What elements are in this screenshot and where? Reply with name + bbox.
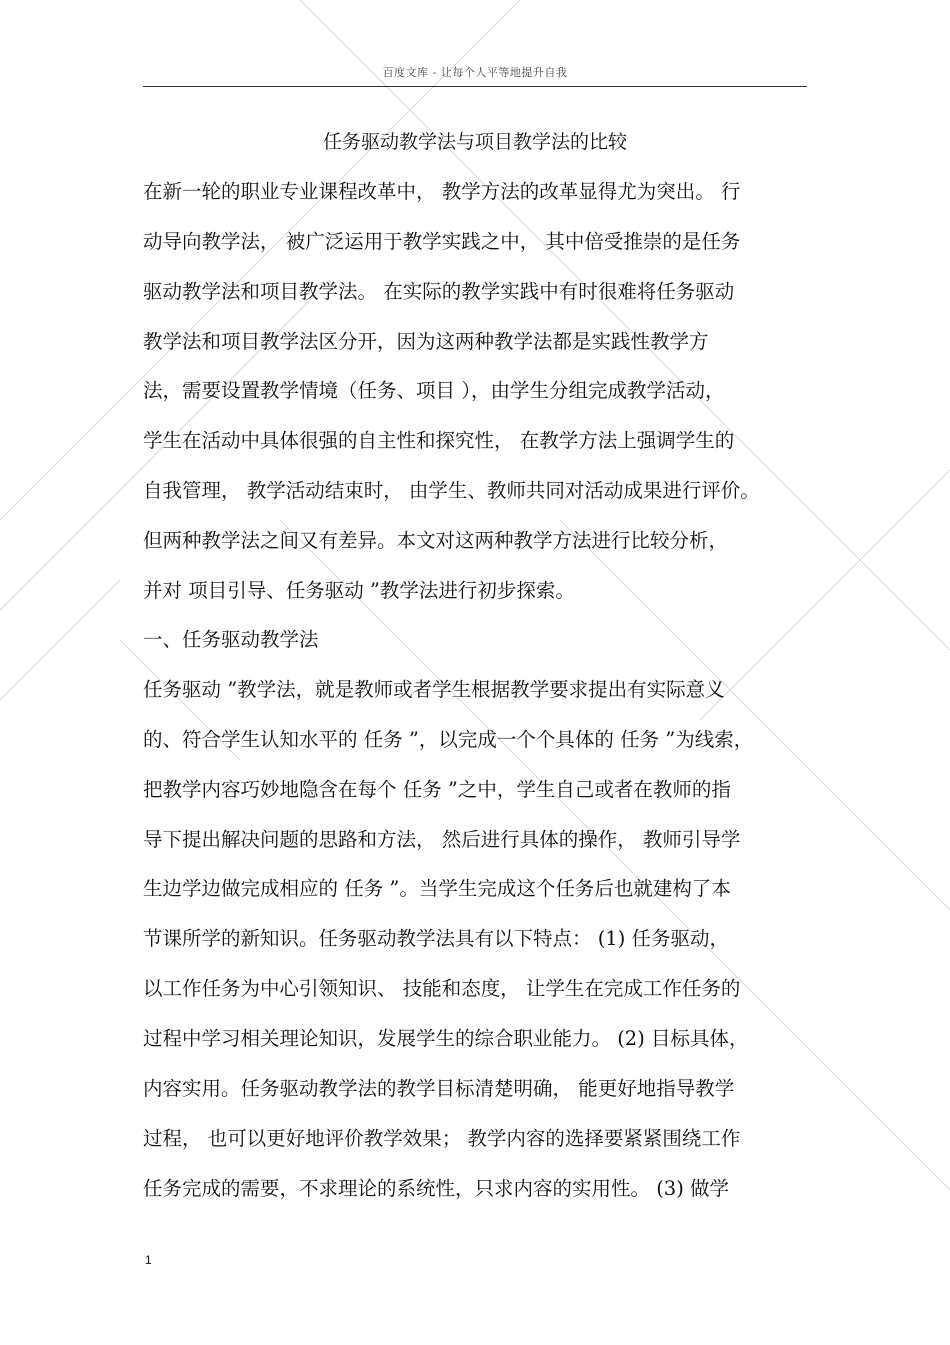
body-line: 生边学边做完成相应的 任务 ”。当学生完成这个任务后也就建构了本 (143, 877, 731, 900)
body-line: 学生在活动中具体很强的自主性和探究性， 在教学方法上强调学生的 (143, 429, 735, 452)
body-line: 并对 项目引导、任务驱动 ”教学法进行初步探索。 (143, 579, 575, 602)
document-title: 任务驱动教学法与项目教学法的比较 (322, 131, 627, 153)
section-heading: 一、任务驱动教学法 (143, 628, 319, 651)
body-line: 内容实用。任务驱动教学法的教学目标清楚明确， 能更好地指导教学 (143, 1077, 735, 1100)
body-line: 但两种教学法之间又有差异。本文对这两种教学方法进行比较分析， (143, 529, 729, 552)
body-line: 以工作任务为中心引领知识、 技能和态度， 让学生在完成工作任务的 (143, 977, 741, 1000)
body-line: 过程中学习相关理论知识，发展学生的综合职业能力。 (2) 目标具体， (143, 1027, 749, 1050)
body-line: 节课所学的新知识。任务驱动教学法具有以下特点： (1) 任务驱动， (143, 927, 730, 950)
header-divider (143, 86, 807, 87)
body-line: 动导向教学法， 被广泛运用于教学实践之中， 其中倍受推崇的是任务 (143, 230, 741, 253)
body-line: 法，需要设置教学情境（任务、项目 ），由学生分组完成教学活动， (143, 379, 725, 402)
body-line: 导下提出解决问题的思路和方法， 然后进行具体的操作， 教师引导学 (143, 828, 741, 851)
body-line: 在新一轮的职业专业课程改革中， 教学方法的改革显得尤为突出。 行 (143, 180, 741, 203)
body-line: 教学法和项目教学法区分开，因为这两种教学法都是实践性教学方 (143, 330, 709, 353)
body-line: 把教学内容巧妙地隐含在每个 任务 ”之中，学生自己或者在教师的指 (143, 778, 731, 801)
body-line: 过程， 也可以更好地评价教学效果； 教学内容的选择要紧紧围绕工作 (143, 1127, 741, 1150)
body-line: 任务驱动 ”教学法，就是教师或者学生根据教学要求提出有实际意义 (143, 678, 725, 701)
body-line: 自我管理， 教学活动结束时， 由学生、教师共同对活动成果进行评价。 (143, 479, 760, 502)
page-header: 百度文库 - 让每个人平等地提升自我 (382, 66, 568, 79)
body-line: 驱动教学法和项目教学法。 在实际的教学实践中有时很难将任务驱动 (143, 280, 735, 303)
page-number: 1 (145, 1253, 152, 1267)
body-line: 的、符合学生认知水平的 任务 ”，以完成一个个具体的 任务 ”为线索， (143, 728, 754, 751)
body-line: 任务完成的需要，不求理论的系统性，只求内容的实用性。 (3) 做学 (143, 1177, 730, 1200)
